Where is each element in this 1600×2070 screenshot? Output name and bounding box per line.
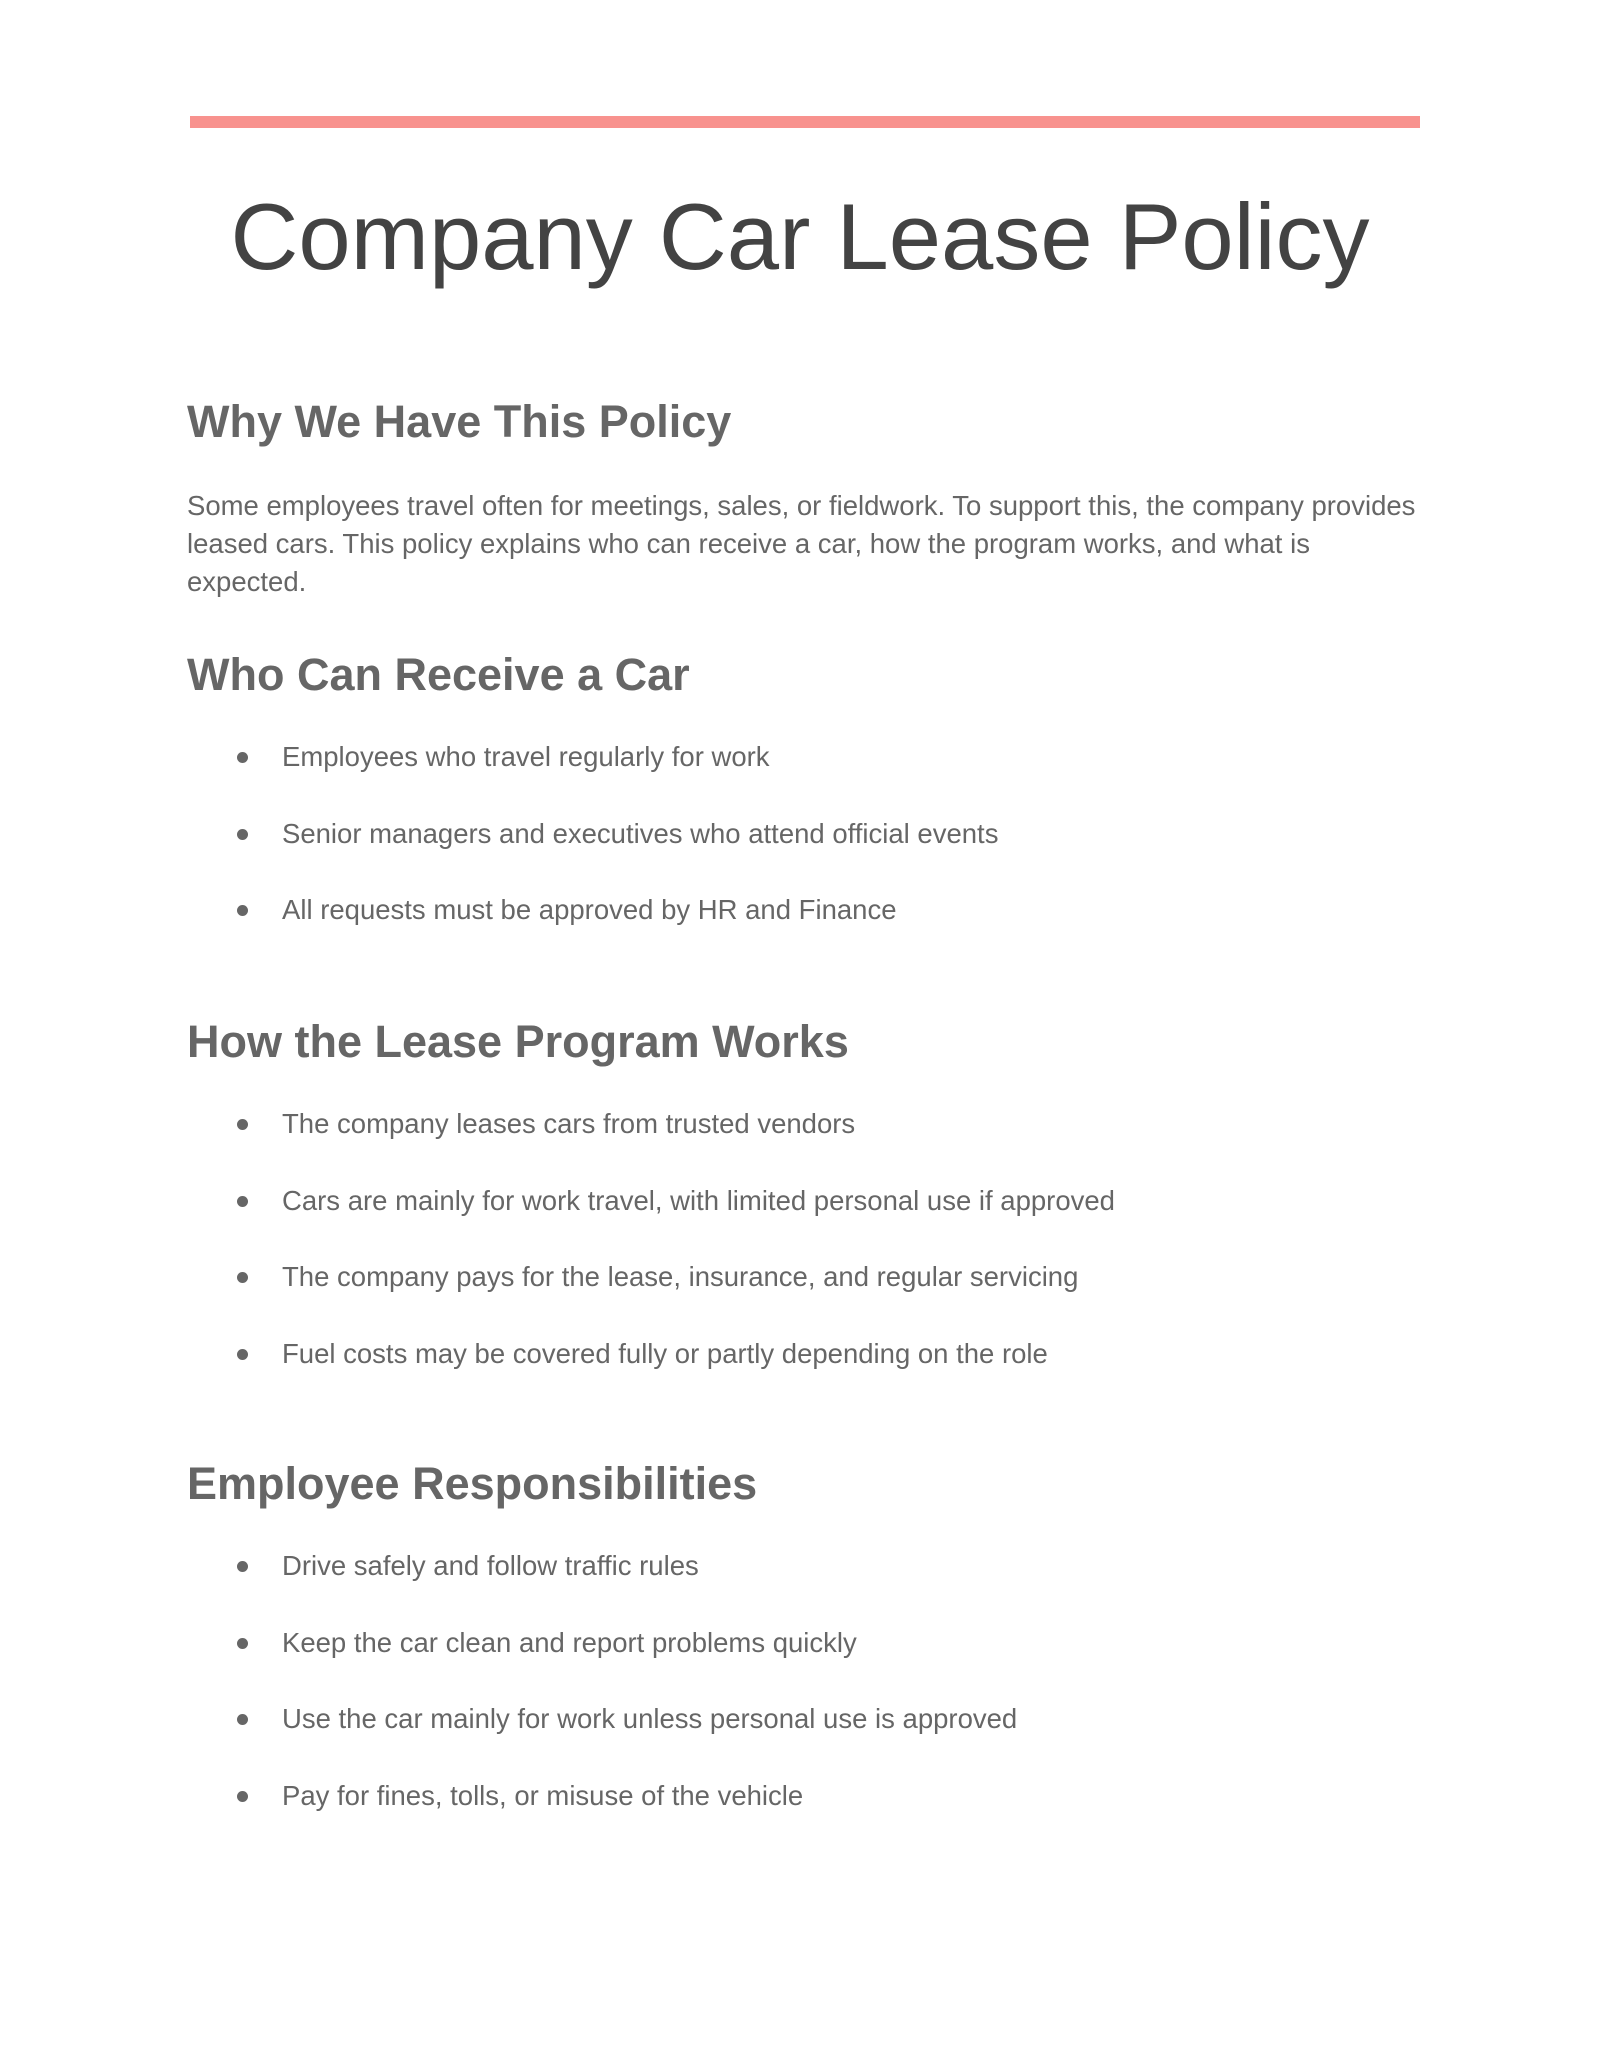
bullet-icon <box>237 1791 248 1802</box>
list-item <box>187 1335 1417 1412</box>
section-heading-why: Why We Have This Policy <box>187 396 732 447</box>
list-item <box>187 1182 1417 1259</box>
list-item-text: Senior managers and executives who attend official events <box>282 817 999 849</box>
list-item-text: Employees who travel regularly for work <box>282 741 770 772</box>
list-item-text: The company leases cars from trusted vendors <box>282 1108 856 1139</box>
document-title: Company Car Lease Policy <box>230 184 1370 289</box>
list-item <box>187 738 1417 815</box>
bullet-icon <box>237 1714 248 1725</box>
eligibility-list <box>187 738 1417 968</box>
list-item <box>187 1547 1417 1624</box>
list-item <box>187 1700 1417 1777</box>
title-accent-rule <box>190 116 1420 128</box>
bullet-icon <box>237 1349 248 1360</box>
list-item-text: Pay for fines, tolls, or misuse of the vehicle <box>282 1779 804 1811</box>
list-item-text: Fuel costs may be covered fully or partly depending on the role <box>282 1337 1048 1369</box>
list-item <box>187 1258 1417 1335</box>
bullet-icon <box>237 1119 248 1130</box>
list-item-text: Keep the car clean and report problems quickly <box>282 1626 857 1658</box>
list-item-text: The company pays for the lease, insurance, and regular servicing <box>282 1261 1079 1292</box>
program-list <box>187 1105 1417 1411</box>
list-item-text: Use the car mainly for work unless personal use is approved <box>282 1703 1018 1734</box>
bullet-icon <box>237 1196 248 1207</box>
section-heading-responsibilities: Employee Responsibilities <box>187 1458 758 1509</box>
bullet-icon <box>237 905 248 916</box>
responsibilities-list <box>187 1547 1417 1853</box>
section-heading-eligibility: Who Can Receive a Car <box>187 649 690 700</box>
list-item <box>187 891 1417 968</box>
bullet-icon <box>237 1561 248 1572</box>
list-item <box>187 815 1417 892</box>
list-item-text: All requests must be approved by HR and Finance <box>282 894 897 925</box>
list-item <box>187 1624 1417 1701</box>
bullet-icon <box>237 752 248 763</box>
policy-purpose-paragraph: Some employees travel often for meetings, sales, or fieldwork. To support this, the company provides leased cars. This policy explains who can receive a car, how the program works, and what is expected. <box>187 490 1416 597</box>
section-heading-program: How the Lease Program Works <box>187 1016 849 1067</box>
list-item <box>187 1105 1417 1182</box>
list-item-text: Cars are mainly for work travel, with limited personal use if approved <box>282 1184 1115 1216</box>
bullet-icon <box>237 1272 248 1283</box>
list-item <box>187 1777 1417 1854</box>
bullet-icon <box>237 1638 248 1649</box>
bullet-icon <box>237 829 248 840</box>
list-item-text: Drive safely and follow traffic rules <box>282 1550 699 1581</box>
